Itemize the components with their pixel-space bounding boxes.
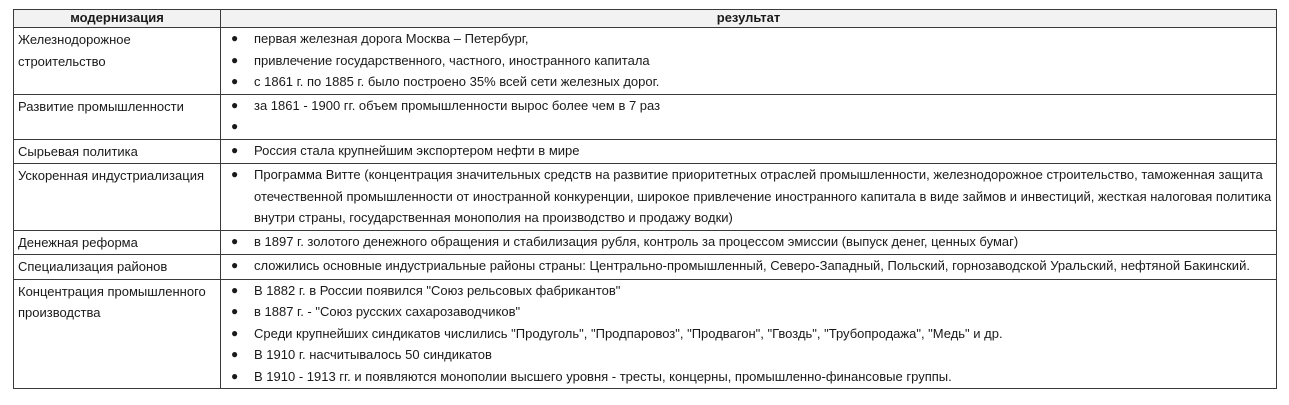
list-item-text: привлечение государственного, частного, иностранного капитала <box>254 52 650 68</box>
table-row <box>14 230 1277 255</box>
row-result <box>221 94 1277 139</box>
row-label-raw-materials: Сырьевая политика <box>14 139 221 164</box>
row-label-regional-specialization: Специализация районов <box>14 255 221 280</box>
row-result <box>221 164 1277 231</box>
list-item-text: Россия стала крупнейшим экспортером нефти в мире <box>254 142 580 158</box>
table-row <box>14 139 1277 164</box>
result-list <box>221 164 1272 229</box>
header-row <box>14 10 1277 28</box>
list-item <box>221 344 1272 366</box>
row-label-railway: Железнодорожное строительство <box>14 28 221 95</box>
list-item-text: за 1861 - 1900 гг. объем промышленности вырос более чем в 7 раз <box>254 97 661 113</box>
bullet-icon: ● <box>231 97 239 112</box>
list-item <box>221 255 1272 277</box>
list-item-text: Программа Витте (концентрация значительных средств на развитие приоритетных отраслей промышленности, железнодорожное строительство, таможенная защита отечественной промышленности от иностранной конкуренции, широкое привлечение иностранного капитала в виде займов и инвестиций, жесткая налоговая политика внутри страны, государственная монополия на производство и продажу водки) <box>254 167 1272 225</box>
bullet-icon: ● <box>231 368 239 383</box>
list-item-text: Среди крупнейших синдикатов числились "Продуголь", "Продпаровоз", "Продвагон", "Гвоздь", "Трубопродажа", "Медь" и др. <box>254 325 1003 341</box>
list-item <box>221 71 1272 93</box>
result-list <box>221 255 1272 277</box>
row-label-monetary-reform: Денежная реформа <box>14 230 221 255</box>
list-item-text: В 1910 - 1913 гг. и появляются монополии высшего уровня - тресты, концерны, промышленно-финансовые группы. <box>254 368 952 384</box>
bullet-icon: ● <box>231 119 239 133</box>
bullet-icon: ● <box>231 74 239 88</box>
bullet-icon: ● <box>231 282 239 297</box>
list-item-text <box>254 119 258 134</box>
list-item <box>221 95 1272 117</box>
header-result: результат <box>221 10 1277 28</box>
result-list <box>221 140 1272 162</box>
list-item <box>221 366 1272 388</box>
list-item-text: В 1910 г. насчитывалось 50 синдикатов <box>254 347 492 362</box>
result-list <box>221 28 1272 93</box>
row-result <box>221 230 1277 255</box>
bullet-icon: ● <box>231 142 239 157</box>
row-label-concentration: Концентрация промышленного производства <box>14 279 221 389</box>
bullet-icon: ● <box>231 233 239 248</box>
row-label-industrialization: Ускоренная индустриализация <box>14 164 221 231</box>
list-item-text: первая железная дорога Москва – Петербург, <box>254 31 529 46</box>
bullet-icon: ● <box>231 304 239 318</box>
modernization-table <box>13 9 1277 389</box>
row-result <box>221 279 1277 389</box>
row-result <box>221 28 1277 95</box>
list-item <box>221 301 1272 323</box>
result-list <box>221 280 1272 388</box>
list-item <box>221 140 1272 162</box>
bullet-icon: ● <box>231 347 239 361</box>
result-list <box>221 231 1272 253</box>
list-item <box>221 164 1272 229</box>
table-row <box>14 28 1277 95</box>
table-row <box>14 164 1277 231</box>
document-table-wrapper <box>13 9 1277 389</box>
list-item <box>221 231 1272 253</box>
header-modernization: модернизация <box>14 10 221 28</box>
table-row <box>14 279 1277 389</box>
list-item-text: с 1861 г. по 1885 г. было построено 35% всей сети железных дорог. <box>254 74 660 89</box>
bullet-icon: ● <box>231 52 239 67</box>
bullet-icon: ● <box>231 258 239 272</box>
table-row <box>14 255 1277 280</box>
list-item <box>221 323 1272 345</box>
list-item <box>221 50 1272 72</box>
list-item-text: в 1897 г. золотого денежного обращения и стабилизация рубля, контроль за процессом эмиссии (выпуск денег, ценных бумаг) <box>254 233 1019 249</box>
row-result <box>221 255 1277 280</box>
list-item <box>221 280 1272 302</box>
list-item-text: В 1882 г. в России появился "Союз рельсовых фабрикантов" <box>254 282 621 298</box>
bullet-icon: ● <box>231 167 239 181</box>
result-list <box>221 95 1272 138</box>
row-label-industry: Развитие промышленности <box>14 94 221 139</box>
bullet-icon: ● <box>231 31 239 45</box>
row-result <box>221 139 1277 164</box>
list-item-text: сложились основные индустриальные районы страны: Центрально-промышленный, Северо-Западный, Польский, горнозаводской Уральский, нефтяной Бакинский. <box>254 258 1250 273</box>
bullet-icon: ● <box>231 325 239 340</box>
list-item-text: в 1887 г. - "Союз русских сахарозаводчиков" <box>254 304 521 319</box>
table-row <box>14 94 1277 139</box>
list-item <box>221 116 1272 138</box>
list-item <box>221 28 1272 50</box>
